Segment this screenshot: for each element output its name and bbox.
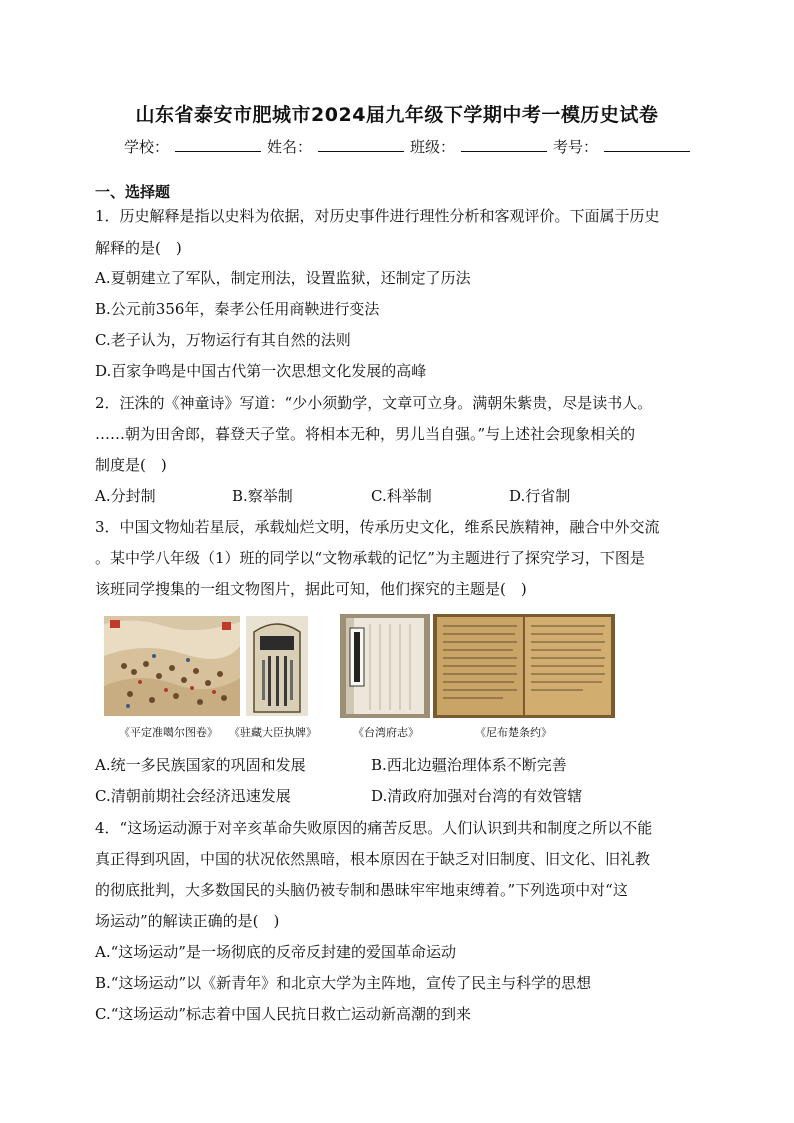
caption-taiwan-fuzhi: 《台湾府志》 [353, 726, 419, 739]
q2-option-d[interactable]: D.行省制 [509, 487, 571, 505]
q1-option-a[interactable]: A.夏朝建立了军队，制定刑法，设置监狱，还制定了历法 [95, 269, 471, 287]
q2-stem-line-2: ……朝为田舍郎，暮登天子堂。将相本无种，男儿当自强。”与上述社会现象相关的 [95, 425, 636, 443]
school-blank[interactable] [175, 139, 261, 152]
q4-stem-line-1: 4．“这场运动源于对辛亥革命失败原因的痛苦反思。人们认识到共和制度之所以不能 [95, 819, 653, 837]
school-label: 学校： [124, 138, 170, 156]
q4-stem-line-2: 真正得到巩固，中国的状况依然黑暗，根本原因在于缺乏对旧制度、旧文化、旧礼教 [95, 850, 651, 868]
q2-stem-line-3: 制度是( ) [95, 456, 167, 474]
caption-pingding-zhungeer: 《平定准噶尔图卷》 [119, 726, 218, 739]
name-blank[interactable] [318, 139, 404, 152]
q2-stem-line-1: 2．汪洙的《神童诗》写道：“少小须勤学，文章可立身。满朝朱紫贵，尽是读书人。 [95, 394, 653, 412]
q3-option-c[interactable]: C.清朝前期社会经济迅速发展 [95, 787, 291, 805]
q2-option-a[interactable]: A.分封制 [95, 487, 156, 505]
q1-option-b[interactable]: B.公元前356年，秦孝公任用商鞅进行变法 [95, 300, 380, 318]
q4-stem-line-3: 的彻底批判，大多数国民的头脑仍被专制和愚昧牢牢地束缚着。”下列选项中对“这 [95, 881, 628, 899]
caption-nibuchu-treaty: 《尼布楚条约》 [475, 726, 552, 739]
q1-option-c[interactable]: C.老子认为，万物运行有其自然的法则 [95, 331, 351, 349]
exam-title: 山东省泰安市肥城市2024届九年级下学期中考一模历史试卷 [135, 104, 659, 126]
q1-option-d[interactable]: D.百家争鸣是中国古代第一次思想文化发展的高峰 [95, 362, 427, 380]
number-blank[interactable] [604, 139, 690, 152]
pingding-zhungeer-scroll-image [104, 616, 240, 716]
q2-option-c[interactable]: C.科举制 [371, 487, 432, 505]
number-label: 考号： [553, 138, 599, 156]
q1-stem-line-2: 解释的是( ) [95, 239, 182, 257]
nibuchu-treaty-image [433, 614, 615, 718]
zhuzang-dachen-plaque-image [246, 616, 308, 716]
q3-stem-line-2: 。某中学八年级（1）班的同学以“文物承载的记忆”为主题进行了探究学习，下图是 [95, 549, 645, 567]
q3-stem-line-3: 该班同学搜集的一组文物图片，据此可知，他们探究的主题是( ) [95, 580, 527, 598]
q4-option-a[interactable]: A.“这场运动”是一场彻底的反帝反封建的爱国革命运动 [95, 943, 456, 961]
name-label: 姓名： [267, 138, 313, 156]
q1-stem-line-1: 1．历史解释是指以史料为依据，对历史事件进行理性分析和客观评价。下面属于历史 [95, 207, 660, 225]
taiwan-fuzhi-book-image [340, 614, 430, 718]
class-label: 班级： [410, 138, 456, 156]
section-heading: 一、选择题 [95, 183, 171, 201]
q2-option-b[interactable]: B.察举制 [232, 487, 293, 505]
q3-option-d[interactable]: D.清政府加强对台湾的有效管辖 [371, 787, 583, 805]
caption-zhuzang-dachen: 《驻藏大臣执牌》 [229, 726, 317, 739]
q4-option-c[interactable]: C.“这场运动”标志着中国人民抗日救亡运动新高潮的到来 [95, 1005, 472, 1023]
q3-option-b[interactable]: B.西北边疆治理体系不断完善 [371, 756, 567, 774]
student-info-row [124, 136, 696, 157]
q3-stem-line-1: 3．中国文物灿若星辰，承载灿烂文明，传承历史文化，维系民族精神，融合中外交流 [95, 518, 660, 536]
q3-option-a[interactable]: A.统一多民族国家的巩固和发展 [95, 756, 306, 774]
class-blank[interactable] [461, 139, 547, 152]
q4-stem-line-4: 场运动”的解读正确的是( ) [95, 912, 280, 930]
q4-option-b[interactable]: B.“这场运动”以《新青年》和北京大学为主阵地，宣传了民主与科学的思想 [95, 974, 592, 992]
